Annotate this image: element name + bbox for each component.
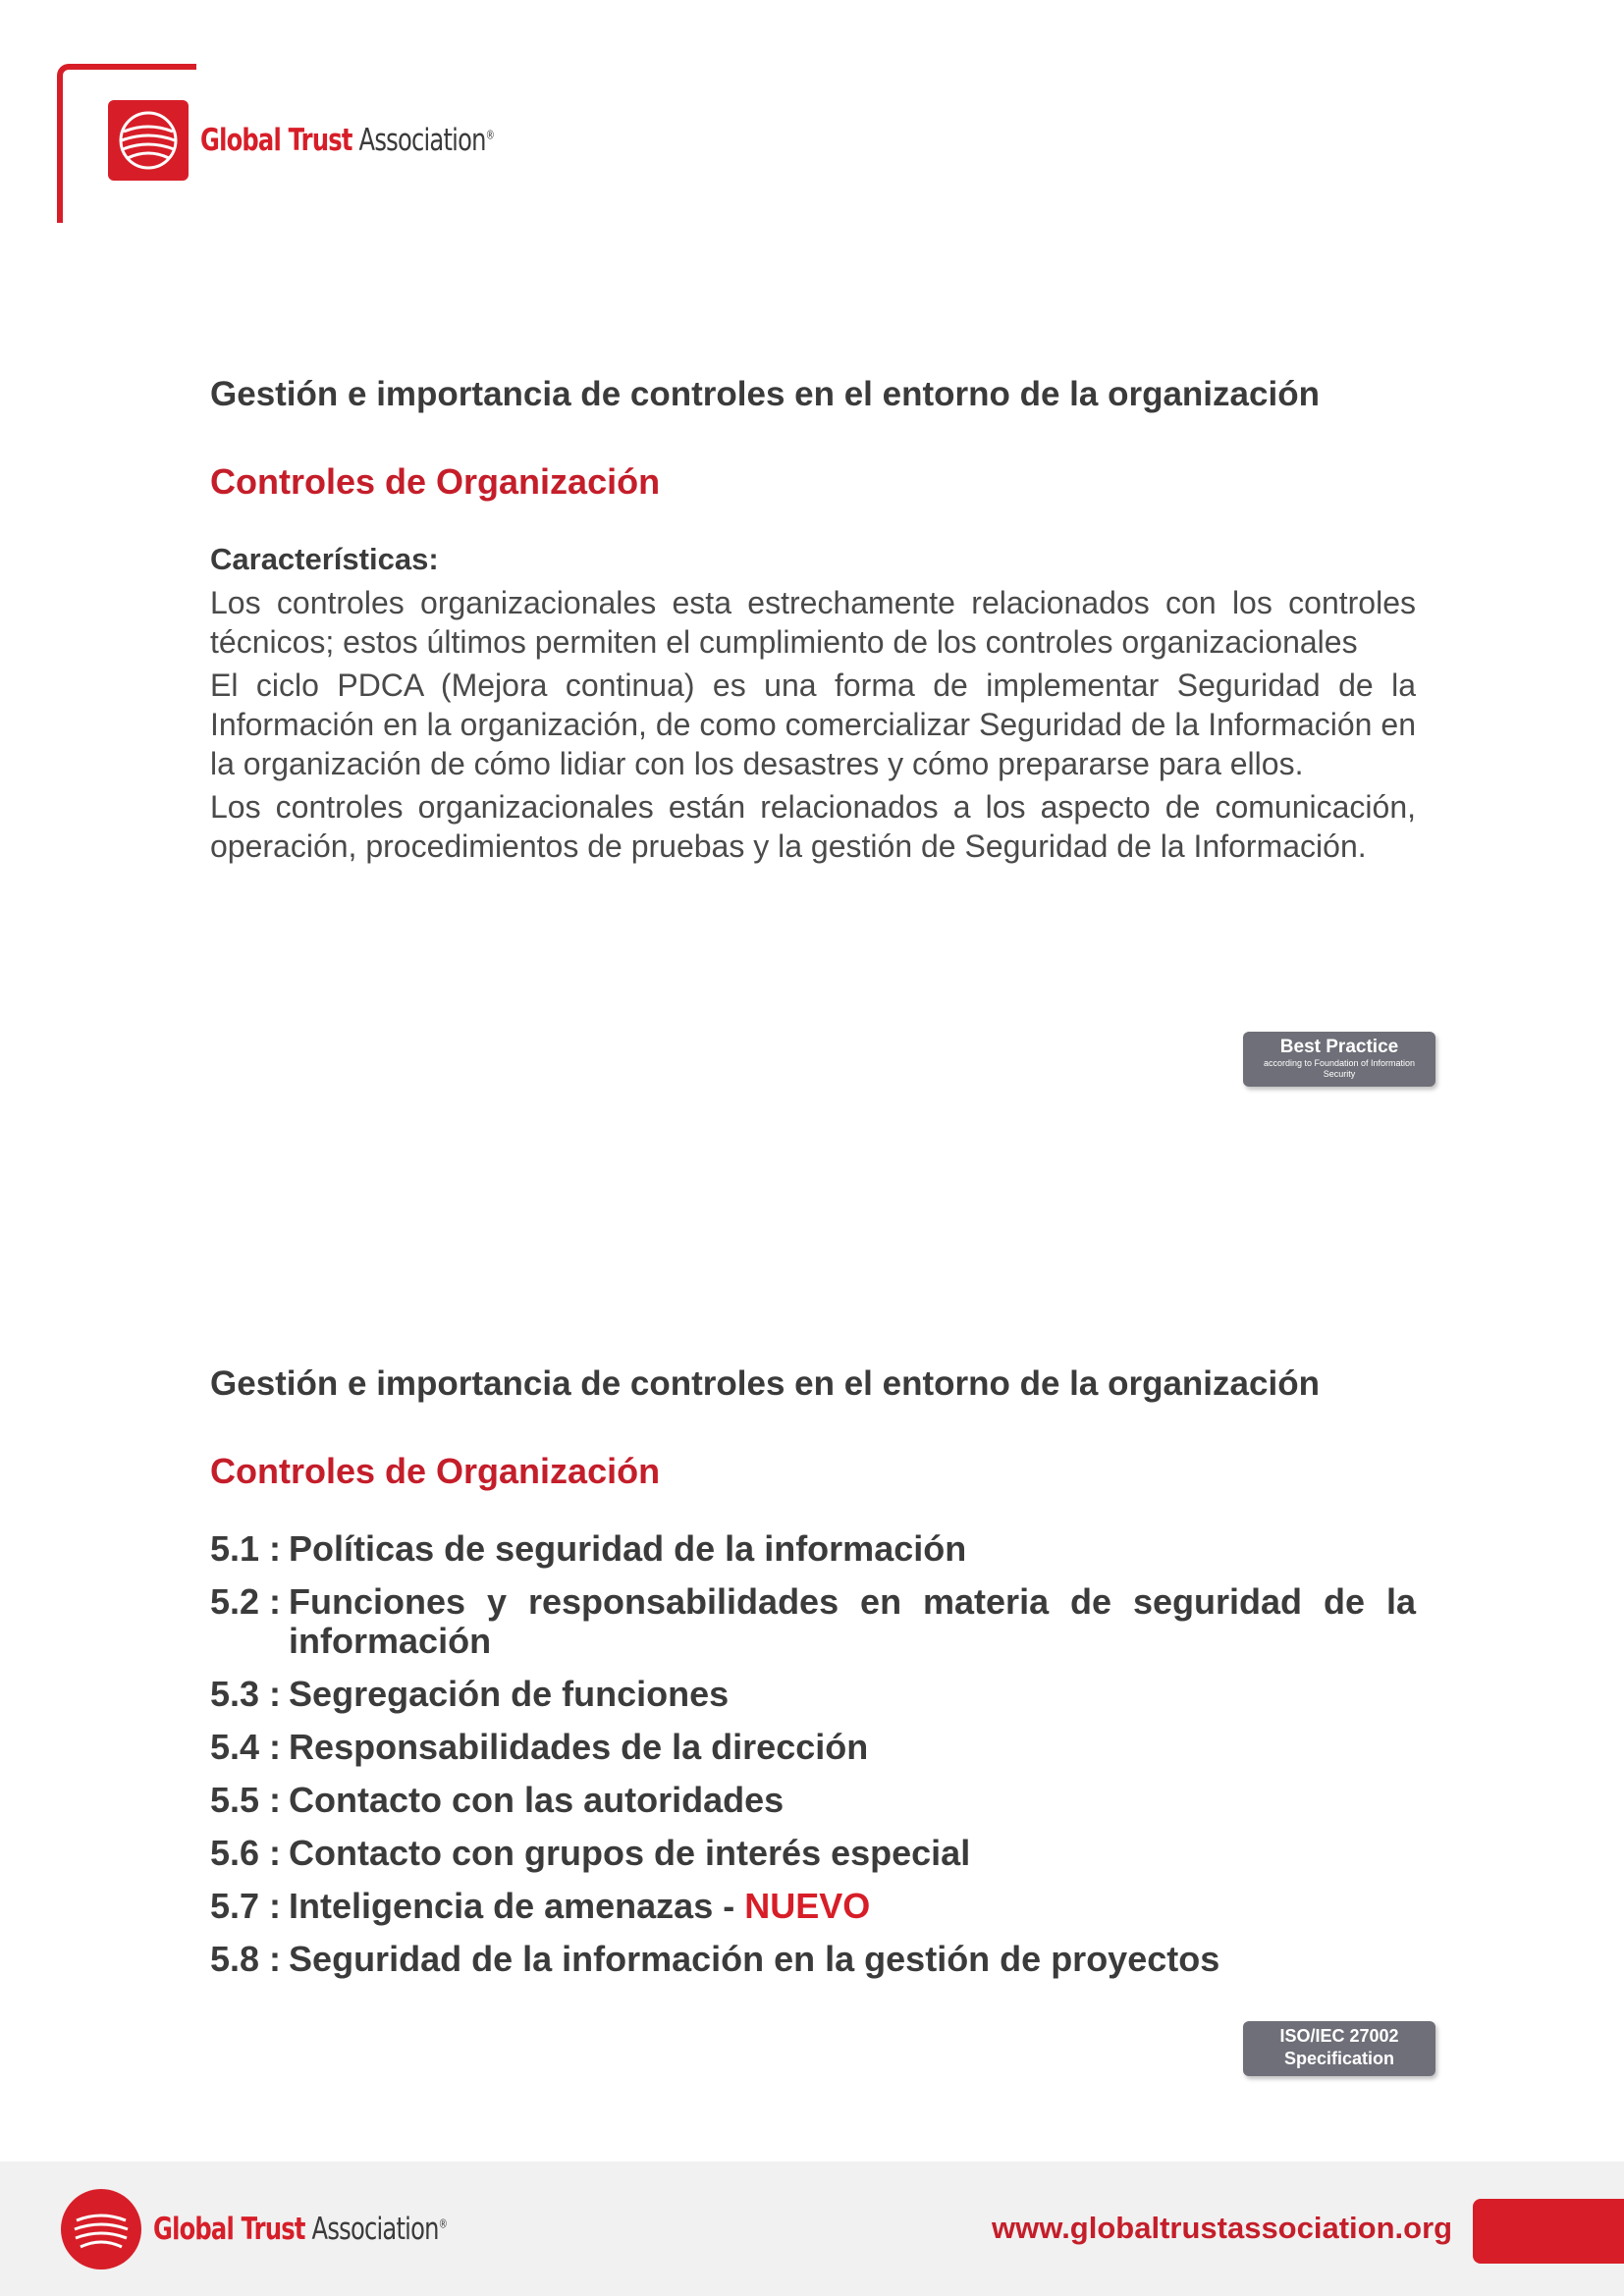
brand-name-footer: Global Trust Association® [153,2212,448,2247]
item-text: Contacto con grupos de interés especial [289,1833,971,1873]
list-item [210,1887,1416,1926]
list-item [210,1834,1416,1873]
brand-name: Global Trust Association® [200,123,495,158]
list-item [210,1582,1416,1661]
item-text: Contacto con las autoridades [289,1780,785,1820]
section-heading: Gestión e importancia de controles en el entorno de la organización [210,375,1320,413]
item-number: 5.3 : [210,1674,282,1714]
new-badge: NUEVO [744,1886,871,1926]
item-text [289,1887,1416,1926]
item-number: 5.1 : [210,1528,282,1569]
controls-list [210,1529,1416,1979]
paragraph-1: Los controles organizacionales esta estrechamente relacionados con los controles técnicos; estos últimos permiten el cumplimiento de los controles organizacionales [210,585,1416,660]
badge-title: Best Practice [1279,1037,1399,1057]
item-text: Políticas de seguridad de la información [289,1528,967,1569]
globe-logo-icon [108,100,189,181]
item-number: 5.6 : [210,1833,282,1873]
footer-logo [61,2189,530,2269]
item-number: 5.8 : [210,1939,282,1979]
paragraph-2: El ciclo PDCA (Mejora continua) es una forma de implementar Seguridad de la Información en la organización, de como comercializar Seguridad de la Información en la organización de cómo lidiar con los desastres y cómo prepararse para ellos. [210,667,1416,781]
item-number: 5.7 : [210,1886,282,1926]
item-text: Segregación de funciones [289,1674,730,1714]
section-subheading-2: Controles de Organización [210,1451,661,1491]
list-item [210,1529,1416,1569]
list-item [210,1781,1416,1820]
item-text-main: Inteligencia de amenazas - [289,1886,735,1926]
footer-accent-bar [1473,2199,1624,2264]
list-item [210,1675,1416,1714]
characteristics-block [210,542,1416,866]
item-text: Responsabilidades de la dirección [289,1727,869,1767]
section-subheading-2-wrap [210,1451,1416,1492]
section-subheading: Controles de Organización [210,461,661,502]
badge-subtitle: according to Foundation of Information Security [1263,1058,1416,1079]
website-link[interactable]: www.globaltrustassociation.org [992,2211,1453,2245]
section-controls-list [210,1364,1416,1404]
section-heading-2: Gestión e importancia de controles en el entorno de la organización [210,1364,1320,1403]
badge-title: ISO/IEC 27002 [1279,2026,1399,2046]
list-item [210,1940,1416,1979]
best-practice-badge [1243,1032,1435,1087]
paragraph-3: Los controles organizacionales están relacionados a los aspecto de comunicación, operación, procedimientos de pruebas y la gestión de Seguridad de la Información. [210,789,1416,864]
item-number: 5.5 : [210,1780,282,1820]
item-text: Seguridad de la información en la gestión de proyectos [289,1939,1220,1979]
characteristics-label: Características: [210,542,439,576]
header-logo [108,100,577,181]
badge-subtitle: Specification [1283,2049,1395,2068]
item-text: Funciones y responsabilidades en materia de seguridad de la información [289,1581,1416,1661]
globe-logo-icon [61,2189,141,2269]
iso-spec-badge [1243,2021,1435,2076]
item-number: 5.4 : [210,1727,282,1767]
list-item [210,1728,1416,1767]
section-subheading-wrap [210,461,1416,503]
section-characteristics [210,375,1416,414]
item-number: 5.2 : [210,1581,282,1622]
